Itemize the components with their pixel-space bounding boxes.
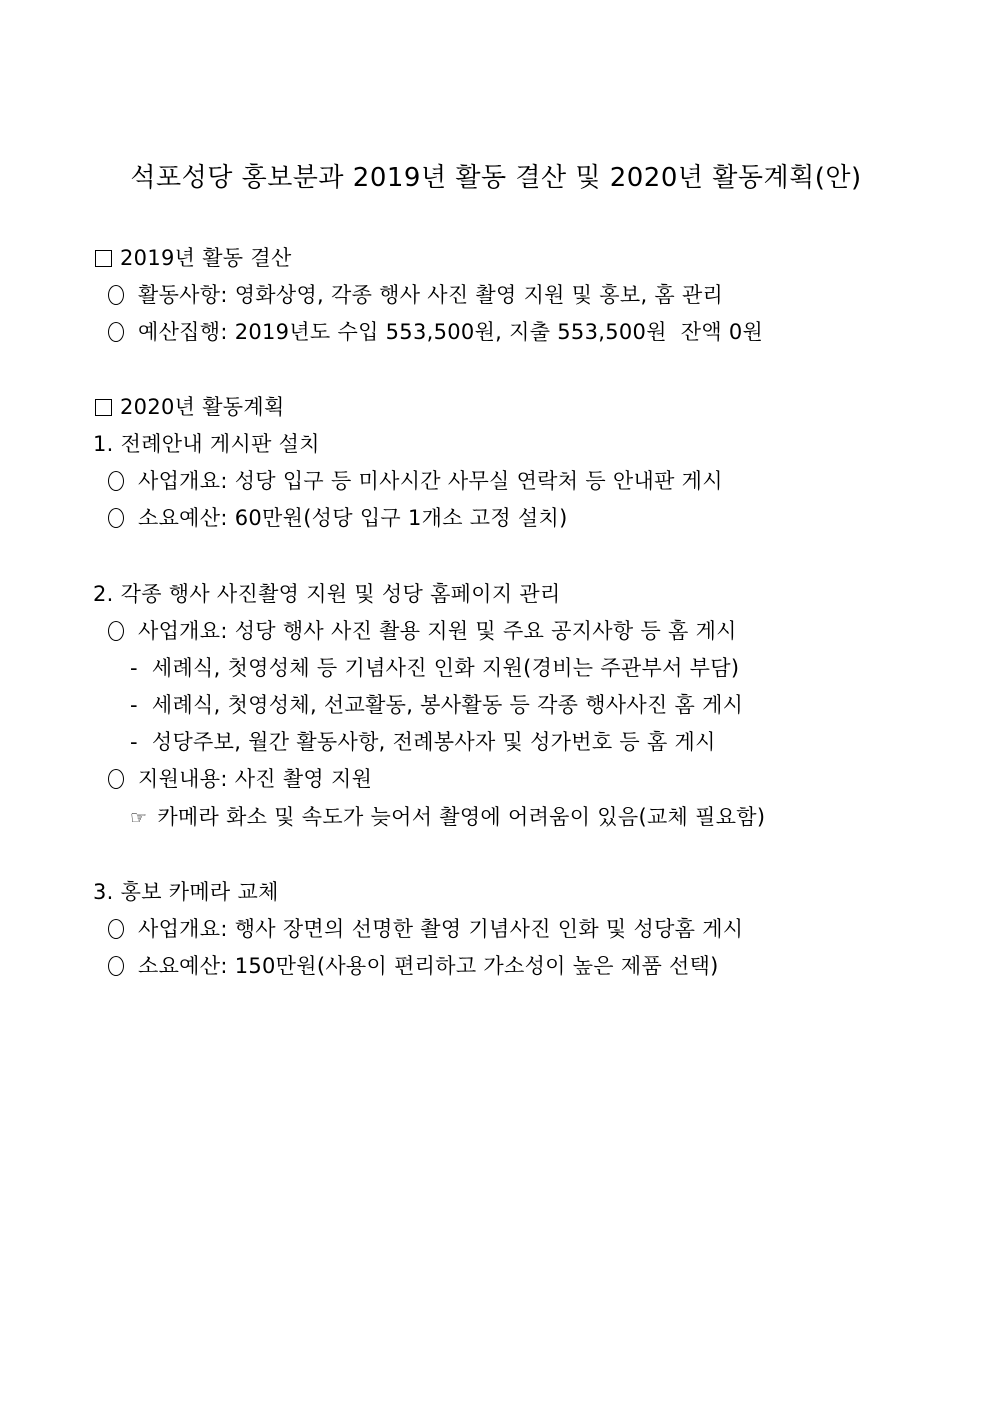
- pointing-hand-icon: ☞: [130, 807, 148, 829]
- section-heading-text: 2020년 활동계획: [120, 395, 285, 419]
- circle-bullet-icon: [108, 919, 124, 939]
- list-item: [108, 952, 719, 980]
- circle-bullet-icon: [108, 508, 124, 528]
- dash-bullet-icon: -: [130, 693, 138, 717]
- sub-list-item: [130, 654, 739, 682]
- list-item-text: 예산집행: 2019년도 수입 553,500원, 지출 553,500원 잔액 0원: [138, 320, 764, 344]
- list-item-text: 사업개요: 성당 행사 사진 촬용 지원 및 주요 공지사항 등 홈 게시: [138, 619, 737, 643]
- plan-3-heading: 3. 홍보 카메라 교체: [93, 880, 279, 904]
- note-item: [130, 803, 765, 832]
- document-title: 석포성당 홍보분과 2019년 활동 결산 및 2020년 활동계획(안): [130, 163, 862, 193]
- circle-bullet-icon: [108, 956, 124, 976]
- list-item: [108, 617, 737, 645]
- section-2020-heading: [95, 393, 285, 421]
- sub-list-item-text: 성당주보, 월간 활동사항, 전례봉사자 및 성가번호 등 홈 게시: [151, 730, 716, 754]
- list-item-text: 지원내용: 사진 촬영 지원: [138, 767, 373, 791]
- sub-list-item-text: 세례식, 첫영성체 등 기념사진 인화 지원(경비는 주관부서 부담): [151, 656, 740, 680]
- section-heading-text: 2019년 활동 결산: [120, 246, 292, 270]
- list-item: [108, 765, 372, 793]
- list-item-text: 소요예산: 60만원(성당 입구 1개소 고정 설치): [138, 506, 568, 530]
- checkbox-square-icon: [95, 399, 112, 416]
- list-item-text: 사업개요: 행사 장면의 선명한 촬영 기념사진 인화 및 성당홈 게시: [138, 917, 744, 941]
- plan-2-heading: 2. 각종 행사 사진촬영 지원 및 성당 홈페이지 관리: [93, 582, 561, 606]
- dash-bullet-icon: -: [130, 656, 138, 680]
- section-2019-heading: [95, 244, 292, 272]
- circle-bullet-icon: [108, 322, 124, 342]
- list-item-text: 사업개요: 성당 입구 등 미사시간 사무실 연락처 등 안내판 게시: [138, 469, 723, 493]
- dash-bullet-icon: -: [130, 730, 138, 754]
- list-item: [108, 504, 568, 532]
- list-item: [108, 318, 763, 346]
- circle-bullet-icon: [108, 769, 124, 789]
- note-text: 카메라 화소 및 속도가 늦어서 촬영에 어려움이 있음(교체 필요함): [157, 805, 766, 829]
- list-item-text: 활동사항: 영화상영, 각종 행사 사진 촬영 지원 및 홍보, 홈 관리: [138, 283, 724, 307]
- sub-list-item: [130, 728, 716, 756]
- circle-bullet-icon: [108, 471, 124, 491]
- circle-bullet-icon: [108, 621, 124, 641]
- list-item-text: 소요예산: 150만원(사용이 편리하고 가소성이 높은 제품 선택): [138, 954, 719, 978]
- circle-bullet-icon: [108, 285, 124, 305]
- sub-list-item-text: 세례식, 첫영성체, 선교활동, 봉사활동 등 각종 행사사진 홈 게시: [151, 693, 744, 717]
- checkbox-square-icon: [95, 250, 112, 267]
- list-item: [108, 915, 743, 943]
- list-item: [108, 467, 723, 495]
- list-item: [108, 281, 723, 309]
- plan-1-heading: 1. 전례안내 게시판 설치: [93, 432, 320, 456]
- sub-list-item: [130, 691, 743, 719]
